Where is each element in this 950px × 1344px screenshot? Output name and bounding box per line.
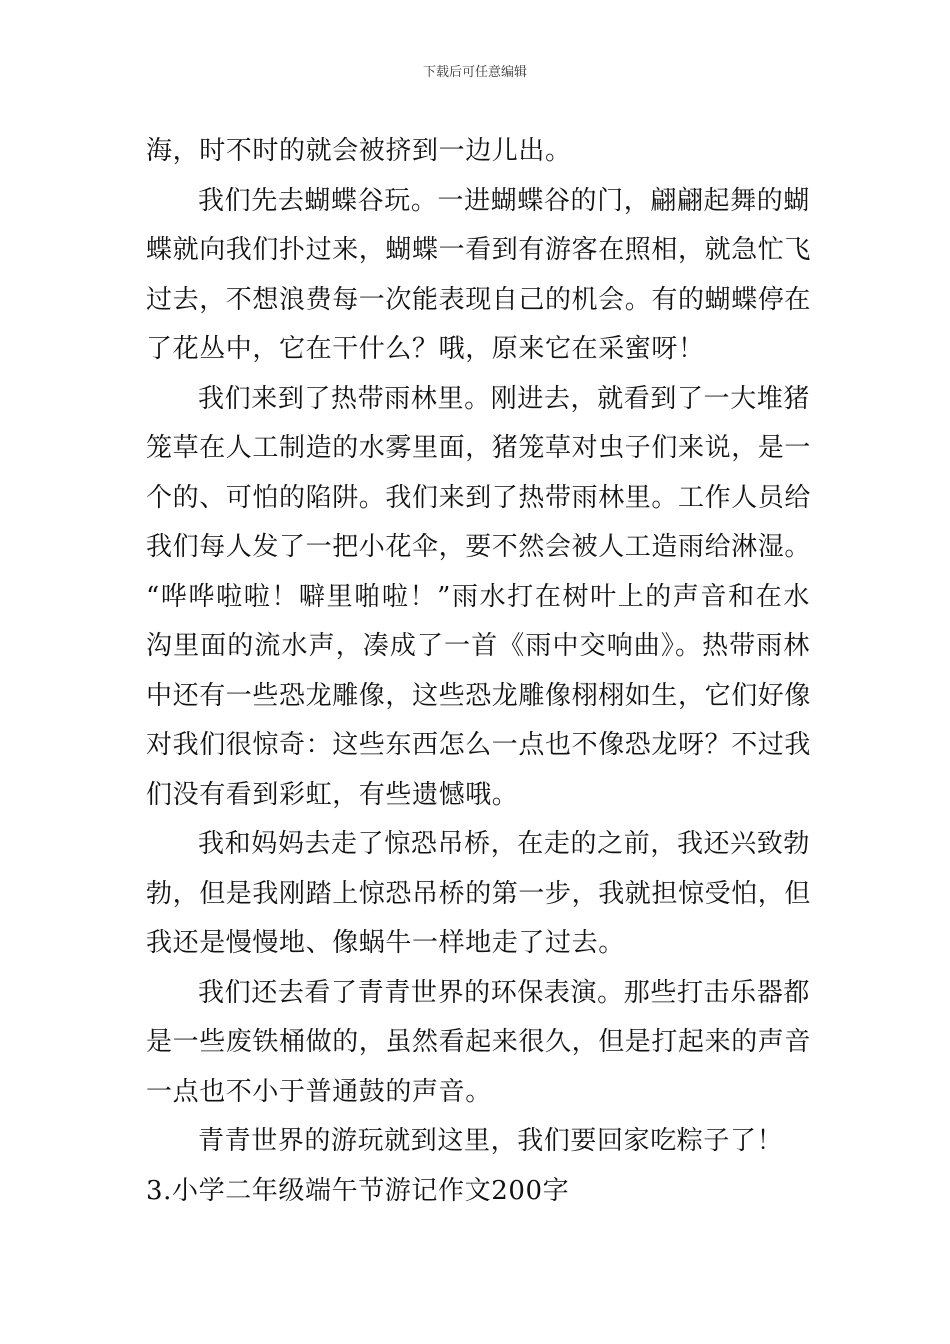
text-line-2: 我们先去蝴蝶谷玩。一进蝴蝶谷的门，翩翩起舞的蝴 bbox=[198, 185, 810, 216]
text-line-19: 是一些废铁桶做的，虽然看起来很久，但是打起来的声音 bbox=[146, 1027, 812, 1057]
page-header-note: 下载后可任意编辑 bbox=[422, 65, 527, 80]
text-line-4: 过去，不想浪费每一次能表现自己的机会。有的蝴蝶停在 bbox=[146, 284, 812, 315]
text-line-14: 们没有看到彩虹，有些遗憾哦。 bbox=[146, 779, 519, 810]
text-line-10: “哗哗啦啦！噼里啪啦！”雨水打在树叶上的声音和在水 bbox=[146, 581, 810, 612]
text-line-16: 勃，但是我刚踏上惊恐吊桥的第一步，我就担惊受怕，但 bbox=[146, 878, 812, 909]
text-line-15: 我和妈妈去走了惊恐吊桥，在走的之前，我还兴致勃 bbox=[198, 829, 810, 859]
text-line-8: 个的、可怕的陷阱。我们来到了热带雨林里。工作人员给 bbox=[146, 482, 812, 513]
text-line-13: 对我们很惊奇：这些东西怎么一点也不像恐龙呀？不过我 bbox=[146, 730, 812, 760]
text-line-20: 一点也不小于普通鼓的声音。 bbox=[146, 1076, 492, 1107]
text-line-12: 中还有一些恐龙雕像，这些恐龙雕像栩栩如生，它们好像 bbox=[146, 680, 812, 711]
text-line-1: 海，时不时的就会被挤到一边儿出。 bbox=[146, 136, 572, 166]
text-line-9: 我们每人发了一把小花伞，要不然会被人工造雨给淋湿。 bbox=[146, 532, 812, 562]
text-line-7: 笼草在人工制造的水雾里面，猪笼草对虫子们来说，是一 bbox=[146, 433, 812, 463]
section-heading: 3.小学二年级端午节游记作文200字 bbox=[146, 1175, 570, 1206]
text-line-11: 沟里面的流水声，凑成了一首《雨中交响曲》。热带雨林 bbox=[146, 631, 810, 661]
text-line-3: 蝶就向我们扑过来，蝴蝶一看到有游客在照相，就急忙飞 bbox=[146, 235, 812, 265]
document-body bbox=[146, 127, 810, 1216]
text-line-5: 了花丛中，它在干什么？哦，原来它在采蜜呀！ bbox=[146, 334, 705, 364]
text-line-18: 我们还去看了青青世界的环保表演。那些打击乐器都 bbox=[198, 977, 810, 1008]
text-line-17: 我还是慢慢地、像蜗牛一样地走了过去。 bbox=[146, 928, 625, 958]
text-line-21: 青青世界的游玩就到这里，我们要回家吃粽子了！ bbox=[198, 1126, 784, 1156]
text-line-6: 我们来到了热带雨林里。刚进去，就看到了一大堆猪 bbox=[198, 383, 810, 414]
